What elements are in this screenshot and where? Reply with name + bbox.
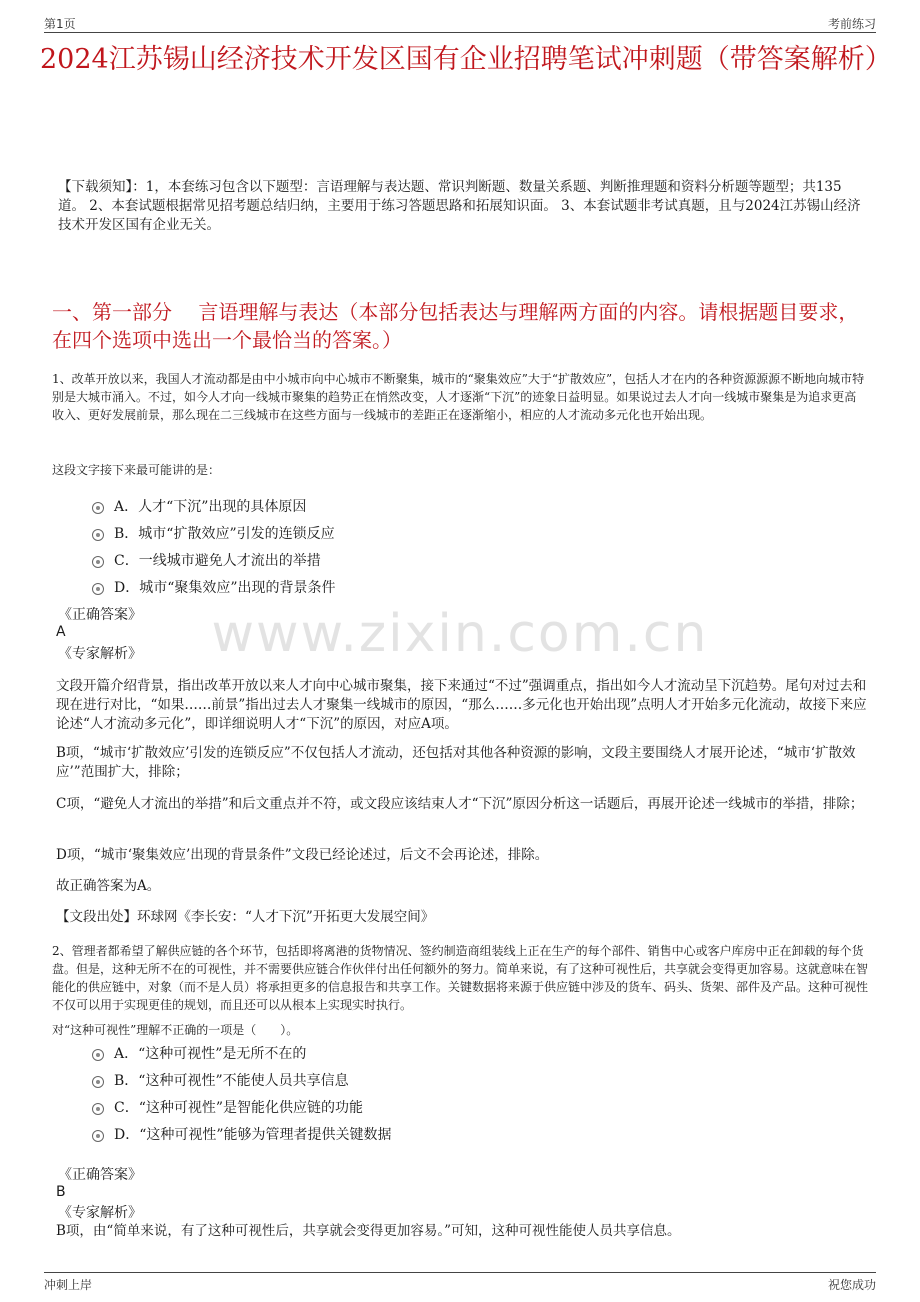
option-d[interactable]: D．“这种可视性”能够为管理者提供关键数据 (92, 1120, 860, 1147)
radio-icon[interactable] (92, 502, 104, 514)
question-2-options (92, 1039, 860, 1147)
document-title: 2024江苏锡山经济技术开发区国有企业招聘笔试冲刺题（带答案解析） (40, 44, 892, 75)
analysis-paragraph: B项，“城市‘扩散效应’引发的连锁反应”不仅包括人才流动，还包括对其他各种资源的影响，文段主要围绕人才展开论述，“城市‘扩散效应’”范围扩大，排除； (56, 745, 856, 780)
radio-icon[interactable] (92, 556, 104, 568)
analysis-label: 《专家解析》 (58, 646, 142, 662)
question-2-stem: 2、管理者都希望了解供应链的各个环节，包括即将离港的货物情况、签约制造商组装线上正在生产的每个部件、销售中心或客户库房中正在卸载的每个货盘。但是，这种无所不在的可视性，并不需要供应链合作伙伴付出任何额外的努力。简单来说，有了这种可视性后，共享就会变得更加容易。这就意味在智能化的供应链中，对象（而不是人员）将承担更多的信息报告和共享工作。关键数据将来源于供应链中涉及的货车、码头、货架、部件及产品。这种可视性不仅可以用于实现更佳的规划，而且还可以从根本上实现实时执行。 (52, 944, 869, 1012)
header-tag: 考前练习 (827, 17, 876, 31)
answer-value: B (56, 1184, 66, 1200)
option-b[interactable]: B．城市“扩散效应”引发的连锁反应 (92, 519, 860, 546)
page-footer (44, 1272, 876, 1296)
radio-icon[interactable] (92, 1076, 104, 1088)
analysis-paragraph: D项，“城市‘聚集效应’出现的背景条件”文段已经论述过，后文不会再论述，排除。 (56, 847, 549, 863)
answer-label: 《正确答案》 (58, 607, 142, 623)
answer-value: A (56, 624, 66, 640)
footer-right: 祝您成功 (827, 1278, 876, 1292)
section-heading: 一、第一部分 言语理解与表达（本部分包括表达与理解两方面的内容。请根据题目要求，在四个选项中选出一个最恰当的答案。） (52, 300, 859, 352)
option-b[interactable]: B．“这种可视性”不能使人员共享信息 (92, 1066, 860, 1093)
page-number: 第1页 (44, 17, 76, 31)
page-header (44, 12, 876, 33)
option-d[interactable]: D．城市“聚集效应”出现的背景条件 (92, 573, 860, 600)
analysis-label: 《专家解析》 (58, 1205, 142, 1221)
radio-icon[interactable] (92, 1103, 104, 1115)
radio-icon[interactable] (92, 1130, 104, 1142)
option-a[interactable]: A．人才“下沉”出现的具体原因 (92, 492, 860, 519)
analysis-paragraph: B项，由“简单来说，有了这种可视性后，共享就会变得更加容易。”可知，这种可视性能使人员共享信息。 (56, 1223, 681, 1239)
option-a[interactable]: A．“这种可视性”是无所不在的 (92, 1039, 860, 1066)
option-c[interactable]: C．“这种可视性”是智能化供应链的功能 (92, 1093, 860, 1120)
answer-label: 《正确答案》 (58, 1167, 142, 1183)
analysis-paragraph: C项，“避免人才流出的举措”和后文重点并不符，或文段应该结束人才“下沉”原因分析这一话题后，再展开论述一线城市的举措，排除； (56, 796, 864, 812)
option-c[interactable]: C．一线城市避免人才流出的举措 (92, 546, 860, 573)
analysis-paragraph: 故正确答案为A。 (56, 878, 161, 894)
radio-icon[interactable] (92, 529, 104, 541)
question-1-prompt: 这段文字接下来最可能讲的是： (52, 463, 221, 477)
footer-left: 冲刺上岸 (44, 1278, 93, 1292)
analysis-paragraph: 文段开篇介绍背景，指出改革开放以来人才向中心城市聚集，接下来通过“不过”强调重点，指出如今人才流动呈下沉趋势。尾句对过去和现在进行对比，“如果……前景”指出过去人才聚集一线城市的原因，“那么……多元化也开始出现”点明人才开始多元化流动，故接下来应论述“人才流动多元化”，即详细说明人才“下沉”的原因，对应A项。 (56, 678, 867, 732)
question-1-stem: 1、改革开放以来，我国人才流动都是由中小城市向中心城市不断聚集，城市的“聚集效应”大于“扩散效应”，包括人才在内的各种资源源源不断地向城市特别是大城市涌入。不过，如今人才向一线城市聚集的趋势正在悄然改变，人才逐渐“下沉”的迹象日益明显。如果说过去人才向一线城市聚集是为追求更高收入、更好发展前景，那么现在二三线城市在这些方面与一线城市的差距正在逐渐缩小，相应的人才流动多元化也开始出现。 (52, 372, 865, 422)
radio-icon[interactable] (92, 1049, 104, 1061)
download-notice: 【下载须知】：1，本套练习包含以下题型：言语理解与表达题、常识判断题、数量关系题、判断推理题和资料分析题等题型；共135道。 2、本套试题根据常见招考题总结归纳，主要用于练习答题思路和拓展知识面。 3、本套试题非考试真题，且与2024江苏锡山经济技术开发区国有企业无关。 (58, 179, 861, 233)
watermark: www.zixin.com.cn (211, 604, 709, 664)
source-citation: 【文段出处】环球网《李长安：“人才下沉”开拓更大发展空间》 (56, 909, 435, 925)
question-2-prompt: 对“这种可视性”理解不正确的一项是（ ）。 (52, 1023, 299, 1037)
question-1-options (92, 492, 860, 600)
radio-icon[interactable] (92, 583, 104, 595)
